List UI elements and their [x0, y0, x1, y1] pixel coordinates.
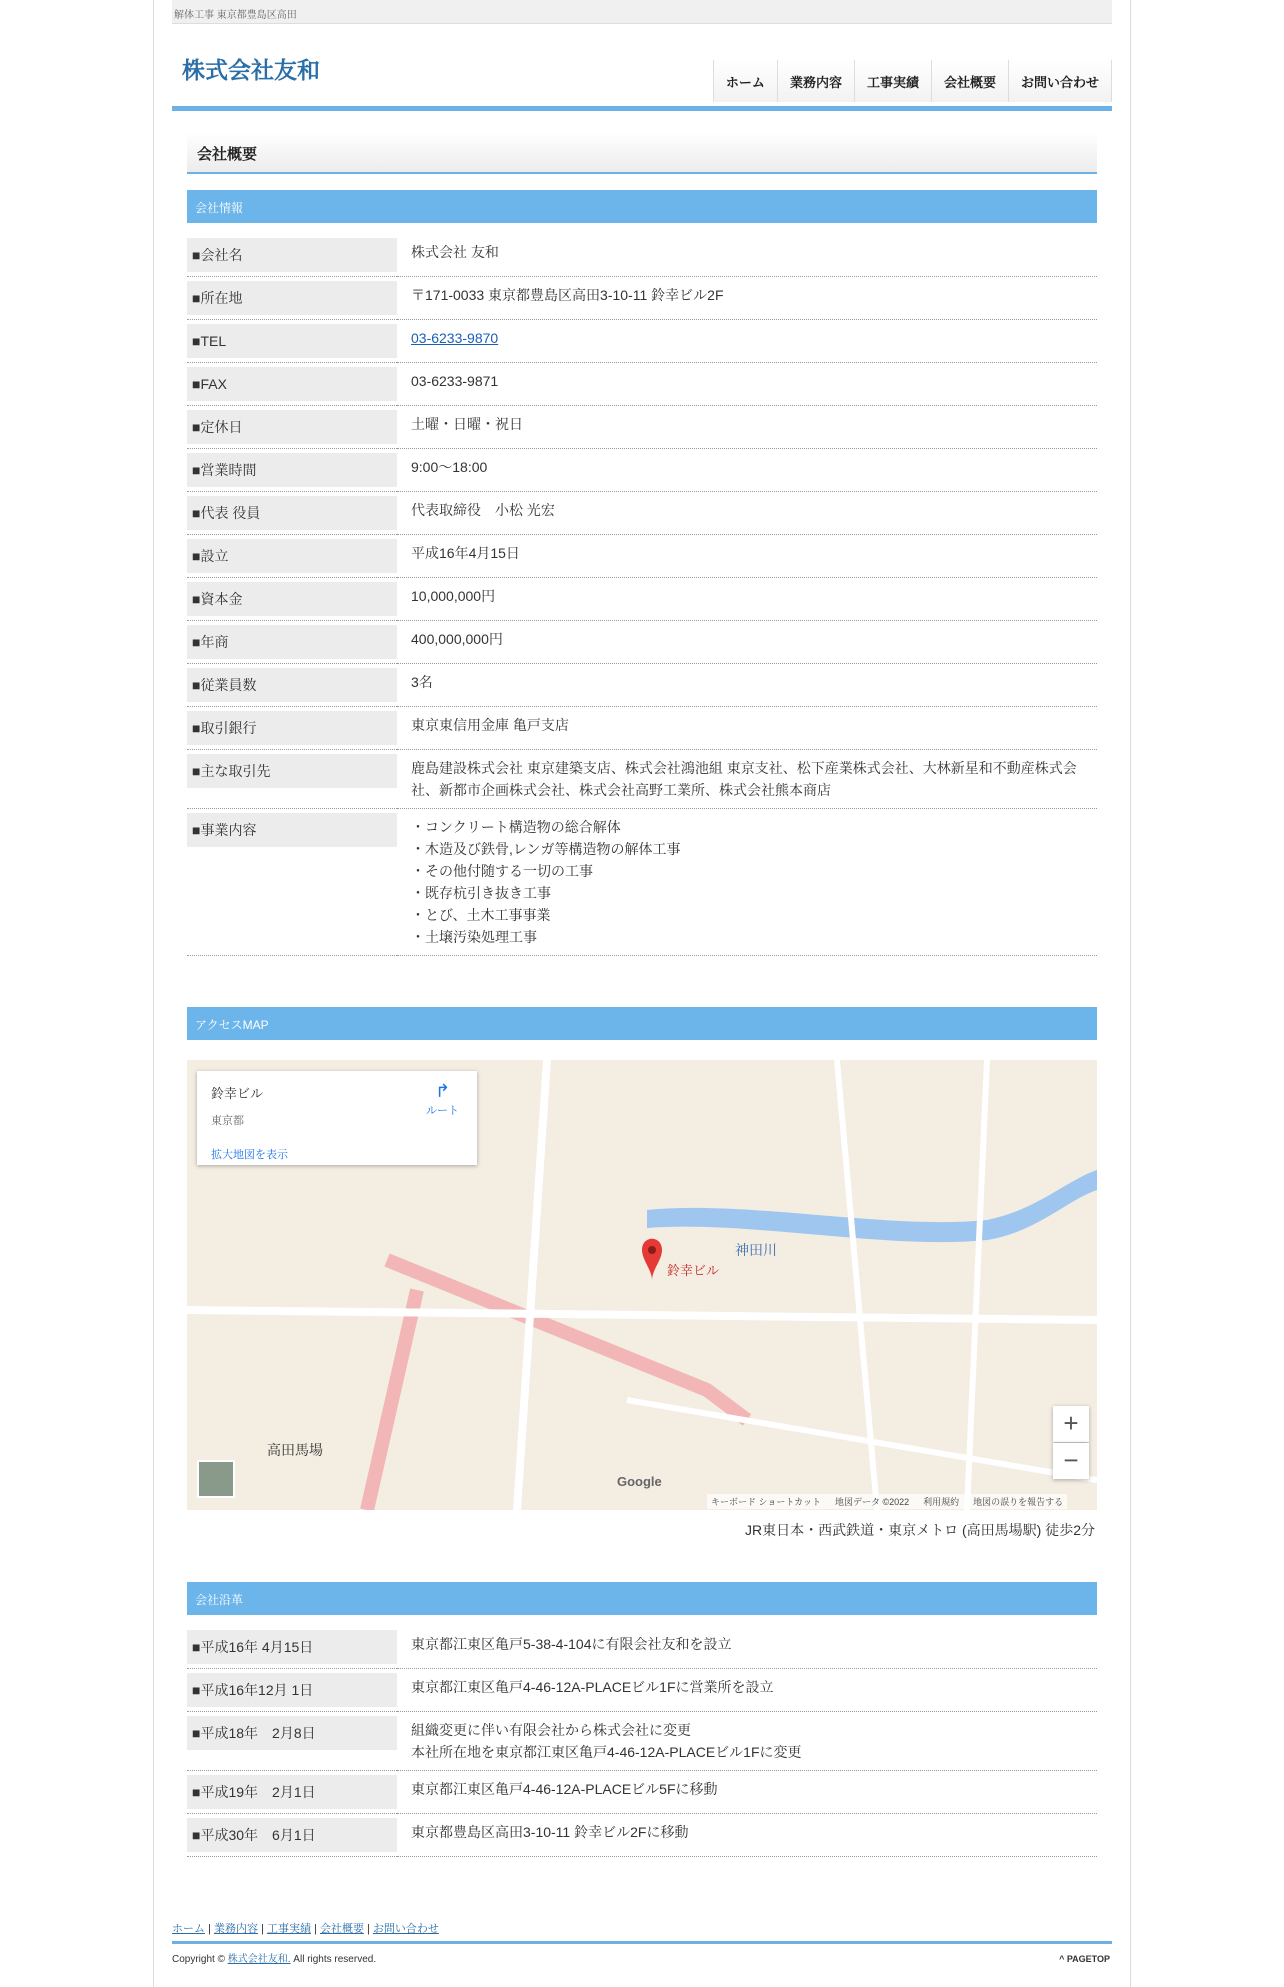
footer-link-home[interactable]: ホーム: [172, 1923, 205, 1935]
map-footer: [707, 1494, 1067, 1509]
company-info-value: 9:00〜18:00: [411, 459, 488, 475]
copyright: [172, 1950, 376, 1965]
history-row: [187, 1669, 1097, 1712]
company-info-value-cell: [397, 809, 1097, 956]
company-info-label: ■会社名: [187, 238, 397, 272]
history-label-cell: [187, 1814, 397, 1857]
history-label: ■平成18年 2月8日: [187, 1716, 397, 1750]
nav-home[interactable]: ホーム: [713, 60, 777, 102]
footer-link-services[interactable]: 業務内容: [213, 1923, 258, 1935]
company-info-label: ■営業時間: [187, 453, 397, 487]
history-value-cell: [397, 1626, 1097, 1669]
section-heading-history: 会社沿革: [187, 1582, 1097, 1615]
google-logo: Google: [617, 1474, 662, 1489]
history-row: [187, 1814, 1097, 1857]
history-row: [187, 1771, 1097, 1814]
footer-link-contact[interactable]: お問い合わせ: [372, 1923, 439, 1935]
company-info-row: [187, 234, 1097, 277]
zoom-out-button[interactable]: −: [1053, 1443, 1089, 1479]
company-info-value-cell: [397, 578, 1097, 621]
history-row: [187, 1626, 1097, 1669]
company-info-row: [187, 277, 1097, 320]
company-info-row: [187, 621, 1097, 664]
history-value: 東京都江東区亀戸4-46-12A-PLACEビル1Fに営業所を設立: [411, 1679, 774, 1695]
company-info-value: ・コンクリート構造物の総合解体: [411, 819, 621, 835]
company-info-label-cell: [187, 535, 397, 578]
nav-company[interactable]: 会社概要: [931, 60, 1008, 102]
footer-link-company[interactable]: 会社概要: [319, 1923, 364, 1935]
company-info-label: ■資本金: [187, 582, 397, 616]
company-info-value-cell: [397, 664, 1097, 707]
company-info-label: ■FAX: [187, 367, 397, 401]
company-info-value-cell: [397, 320, 1097, 363]
site-title[interactable]: 株式会社友和: [182, 57, 320, 83]
company-info-row: [187, 707, 1097, 750]
route-label: ルート: [426, 1105, 459, 1117]
company-info-value-cell: [397, 277, 1097, 320]
company-info-label-cell: [187, 578, 397, 621]
company-info-label-cell: [187, 621, 397, 664]
company-info-label-cell: [187, 492, 397, 535]
company-info-value-cell: [397, 449, 1097, 492]
company-info-value: ・その他付随する一切の工事: [411, 863, 593, 879]
company-info-label: ■従業員数: [187, 668, 397, 702]
company-info-label-cell: [187, 449, 397, 492]
map-data-credit: 地図データ ©2022: [834, 1497, 910, 1507]
history-value: 東京都江東区亀戸4-46-12A-PLACEビル5Fに移動: [411, 1781, 718, 1797]
history-value-cell: [397, 1814, 1097, 1857]
company-info-label: ■TEL: [187, 324, 397, 358]
company-info-value-cell: [397, 234, 1097, 277]
company-info-value-cell: [397, 363, 1097, 406]
history-label: ■平成16年12月 1日: [187, 1673, 397, 1707]
company-info-value-cell: [397, 535, 1097, 578]
page-wrapper: [153, 0, 1131, 1987]
company-info-value: 鹿島建設株式会社 東京建築支店、株式会社鴻池組 東京支社、松下産業株式会社、大林新星和不動産株式会社、新都市企画株式会社、株式会社高野工業所、株式会社熊本商店: [411, 760, 1077, 798]
map-river-label: 神田川: [735, 1242, 777, 1258]
copyright-prefix: Copyright ©: [172, 1954, 225, 1965]
map-embed[interactable]: [187, 1060, 1097, 1510]
history-value: 組織変更に伴い有限会社から株式会社に変更: [411, 1722, 691, 1738]
larger-map-link[interactable]: 拡大地図を表示: [211, 1149, 288, 1161]
satellite-toggle[interactable]: [197, 1460, 235, 1498]
page-title: 会社概要: [187, 132, 1097, 174]
company-info-value-cell: [397, 492, 1097, 535]
company-info-label: ■代表 役員: [187, 496, 397, 530]
history-value: 本社所在地を東京都江東区亀戸4-46-12A-PLACEビル1Fに変更: [411, 1744, 802, 1760]
access-directions: JR東日本・西武鉄道・東京メトロ (高田馬場駅) 徒歩2分: [745, 1522, 1095, 1538]
footer-divider: [172, 1941, 1112, 1944]
history-value-cell: [397, 1669, 1097, 1712]
footer-links: ホーム | 業務内容 | 工事実績 | 会社概要 | お問い合わせ: [172, 1923, 439, 1935]
map-shortcuts-link[interactable]: キーボード ショートカット: [711, 1497, 821, 1507]
nav-works[interactable]: 工事実績: [854, 60, 931, 102]
company-info-row: [187, 406, 1097, 449]
company-info-label: ■取引銀行: [187, 711, 397, 745]
company-info-value-cell: [397, 621, 1097, 664]
company-info-row: [187, 363, 1097, 406]
company-info-row: [187, 750, 1097, 809]
section-heading-company-info: 会社情報: [187, 190, 1097, 223]
company-info-label-cell: [187, 406, 397, 449]
company-info-value: ・土壌汚染処理工事: [411, 929, 537, 945]
history-row: [187, 1712, 1097, 1771]
company-info-label-cell: [187, 363, 397, 406]
company-info-label-cell: [187, 809, 397, 956]
main-nav: [713, 60, 1112, 102]
company-info-label: ■所在地: [187, 281, 397, 315]
history-value-cell: [397, 1771, 1097, 1814]
history-value-cell: [397, 1712, 1097, 1771]
route-button[interactable]: [426, 1081, 459, 1118]
map-place-card: [197, 1071, 477, 1165]
history-label-cell: [187, 1669, 397, 1712]
company-info-label-cell: [187, 234, 397, 277]
map-terms-link[interactable]: 利用規約: [923, 1497, 960, 1507]
company-info-value: 3名: [411, 674, 433, 690]
header-divider: [172, 106, 1112, 111]
company-info-value: 10,000,000円: [411, 588, 496, 604]
company-info-value: ・既存杭引き抜き工事: [411, 885, 551, 901]
directions-icon: ↱: [434, 1081, 451, 1101]
tel-link[interactable]: 03-6233-9870: [411, 330, 499, 346]
company-info-row: [187, 664, 1097, 707]
history-label: ■平成16年 4月15日: [187, 1630, 397, 1664]
company-info-label: ■設立: [187, 539, 397, 573]
history-value: 東京都豊島区高田3-10-11 鈴幸ビル2Fに移動: [411, 1824, 689, 1840]
company-info-label-cell: [187, 664, 397, 707]
map-pin-label: 鈴幸ビル: [667, 1263, 720, 1278]
company-info-row: [187, 578, 1097, 621]
history-label-cell: [187, 1626, 397, 1669]
company-info-row: [187, 809, 1097, 956]
pagetop-link[interactable]: ^ PAGETOP: [1059, 1954, 1110, 1964]
company-info-row: [187, 320, 1097, 363]
company-info-label: ■年商: [187, 625, 397, 659]
map-report-link[interactable]: 地図の誤りを報告する: [973, 1497, 1064, 1507]
nav-contact[interactable]: お問い合わせ: [1008, 60, 1112, 102]
company-info-table: [187, 234, 1097, 956]
company-info-label: ■主な取引先: [187, 754, 397, 788]
company-info-value-cell: [397, 406, 1097, 449]
company-info-value: 〒171-0033 東京都豊島区高田3-10-11 鈴幸ビル2F: [411, 287, 724, 303]
history-value: 東京都江東区亀戸5-38-4-104に有限会社友和を設立: [411, 1636, 732, 1652]
company-info-value-cell: [397, 750, 1097, 809]
company-info-value: 株式会社 友和: [411, 244, 499, 260]
company-info-value-cell: [397, 707, 1097, 750]
history-label: ■平成19年 2月1日: [187, 1775, 397, 1809]
company-info-value: ・木造及び鉄骨,レンガ等構造物の解体工事: [411, 841, 681, 857]
company-info-value: 平成16年4月15日: [411, 545, 520, 561]
map-station-label: 高田馬場: [267, 1442, 323, 1458]
history-table: [187, 1626, 1097, 1857]
company-info-label: ■事業内容: [187, 813, 397, 847]
copyright-link[interactable]: 株式会社友和.: [227, 1954, 291, 1965]
section-heading-access: アクセスMAP: [187, 1007, 1097, 1040]
company-info-value: 土曜・日曜・祝日: [411, 416, 523, 432]
company-info-row: [187, 535, 1097, 578]
company-info-label-cell: [187, 277, 397, 320]
map-place-area: 東京都: [211, 1115, 244, 1127]
zoom-in-button[interactable]: +: [1053, 1406, 1089, 1442]
company-info-label-cell: [187, 707, 397, 750]
tagline: 解体工事 東京都豊島区高田: [172, 0, 1112, 24]
company-info-value: 03-6233-9871: [411, 373, 499, 389]
history-label: ■平成30年 6月1日: [187, 1818, 397, 1852]
company-info-value: 東京東信用金庫 亀戸支店: [411, 717, 569, 733]
copyright-suffix: All rights reserved.: [293, 1954, 377, 1965]
company-info-value: 代表取締役 小松 光宏: [411, 502, 555, 518]
nav-services[interactable]: 業務内容: [777, 60, 854, 102]
history-label-cell: [187, 1771, 397, 1814]
company-info-row: [187, 449, 1097, 492]
company-info-row: [187, 492, 1097, 535]
company-info-label-cell: [187, 320, 397, 363]
company-info-label: ■定休日: [187, 410, 397, 444]
company-info-value: ・とび、土木工事事業: [411, 907, 551, 923]
footer-link-works[interactable]: 工事実績: [266, 1923, 311, 1935]
company-info-value: 400,000,000円: [411, 631, 503, 647]
history-label-cell: [187, 1712, 397, 1771]
map-place-name: 鈴幸ビル: [211, 1086, 264, 1101]
company-info-label-cell: [187, 750, 397, 809]
